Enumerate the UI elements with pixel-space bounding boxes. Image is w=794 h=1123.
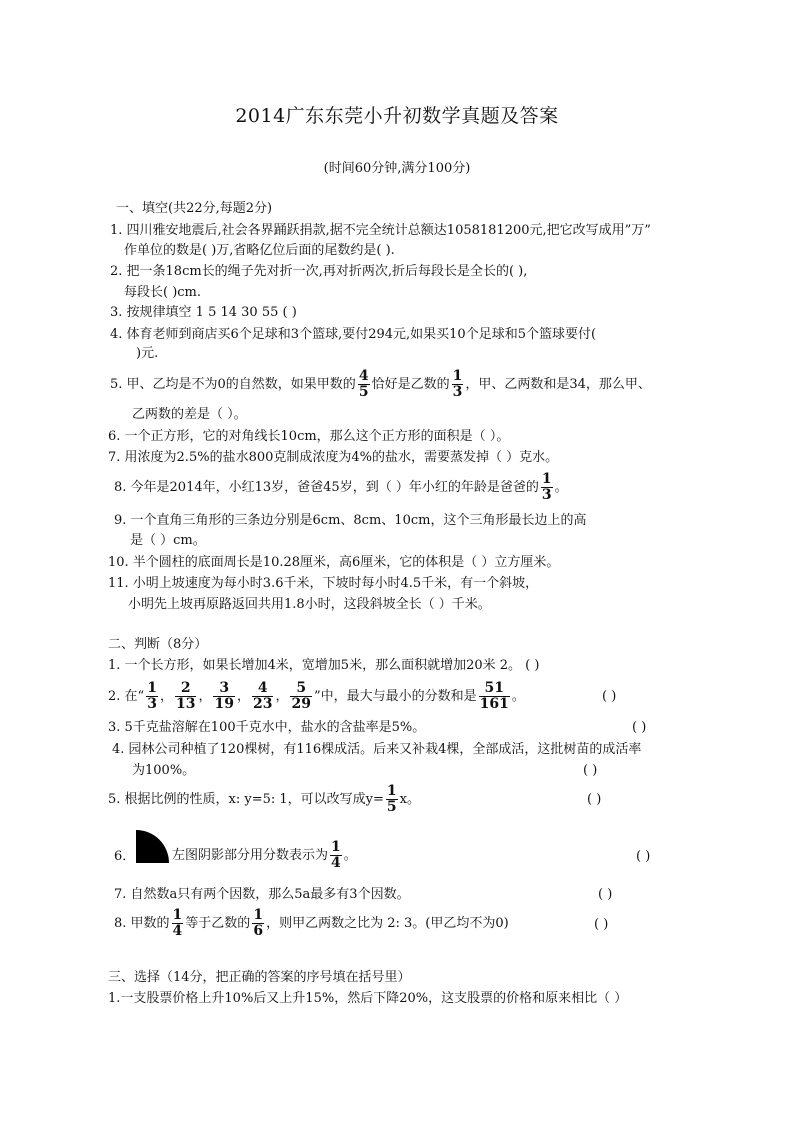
p4-line-2: 为100%。 — [132, 763, 196, 778]
fraction-denominator: 29 — [291, 696, 311, 712]
q9-line-2: 是（ ）cm。 — [130, 533, 206, 548]
q3: 3. 按规律填空 1 5 14 30 55 ( ) — [110, 305, 297, 320]
p5-answer-paren: ( ) — [587, 792, 602, 807]
q5-line-2: 乙两数的差是（ ）。 — [132, 407, 247, 422]
p2-fraction-4 — [252, 681, 273, 712]
page-title: 2014广东东莞小升初数学真题及答案 — [235, 105, 559, 127]
q5-text-post: ，甲、乙两数和是34，那么甲、 — [465, 377, 651, 392]
p8-fraction-2 — [252, 908, 264, 939]
section-1-heading: 一、填空(共22分,每题2分) — [116, 201, 273, 216]
p4-line-1: 4. 园林公司种植了120棵树，有116棵成活。后来又补栽4棵，全部成活，这批树苗的成活率 — [112, 742, 642, 757]
fraction-denominator: 161 — [479, 696, 509, 712]
c1: 1.一支股票价格上升10%后又上升15%，然后下降20%，这支股票的价格和原来相比（ ） — [108, 991, 628, 1006]
p6-text-post: 。 — [343, 848, 357, 863]
section-3-heading: 三、选择（14分，把正确的答案的序号填在括号里） — [108, 970, 411, 985]
p8-text-pre: 8. 甲数的 — [114, 916, 170, 931]
fraction-numerator: 1 — [172, 907, 183, 923]
p2-fraction-1 — [146, 681, 158, 712]
q2-line-2: 每段长( )cm. — [124, 285, 202, 300]
q6: 6. 一个正方形，它的对角线长10cm，那么这个正方形的面积是（ ）。 — [108, 429, 510, 444]
q1-line-2: 作单位的数是( )万,省略亿位后面的尾数约是( ). — [124, 243, 395, 258]
q2-line-1: 2. 把一条18cm长的绳子先对折一次,再对折两次,折后每段长是全长的( ), — [110, 264, 528, 279]
fraction-numerator: 4 — [257, 680, 268, 696]
q5-fraction-1 — [358, 369, 370, 400]
fraction-denominator: 23 — [252, 696, 273, 712]
q5-text-mid: 恰好是乙数的 — [371, 377, 450, 392]
q8 — [114, 472, 568, 504]
p7: 7. 自然数a只有两个因数，那么5a最多有3个因数。 — [114, 887, 410, 902]
fraction-denominator: 3 — [541, 487, 552, 503]
q8-fraction — [541, 472, 553, 503]
p2-answer-paren: ( ) — [602, 689, 617, 704]
fraction-numerator: 1 — [253, 907, 264, 923]
q7: 7. 用浓度为2.5%的盐水800克制成浓度为4%的盐水，需要蒸发掉（ ）克水。 — [108, 450, 559, 465]
p2-text-pre: 2. 在“ — [108, 689, 145, 704]
fraction-numerator: 1 — [541, 471, 552, 487]
p8-answer-paren: ( ) — [594, 917, 609, 932]
p2-text-mid: ”中，最大与最小的分数和是 — [313, 689, 477, 704]
q11-line-1: 11. 小明上坡速度为每小时3.6千米，下坡时每小时4.5千米，有一个斜坡， — [108, 576, 539, 591]
p6-fraction — [330, 840, 342, 871]
p5-fraction — [386, 784, 398, 815]
fraction-numerator: 2 — [180, 680, 191, 696]
q4-line-1: 4. 体育老师到商店买6个足球和3个篮球,要付294元,如果买10个足球和5个篮球要付( — [110, 327, 597, 342]
fraction-numerator: 1 — [331, 839, 341, 855]
p6 — [172, 837, 357, 875]
p2-answer-fraction — [479, 681, 510, 712]
fraction-denominator: 5 — [386, 799, 397, 815]
fraction-denominator: 3 — [147, 696, 157, 712]
p3: 3. 5千克盐溶解在100千克水中，盐水的含盐率是5%。 — [108, 720, 426, 735]
fraction-denominator: 4 — [331, 855, 341, 871]
fraction-numerator: 1 — [147, 680, 157, 696]
p2: 2. 在“ $\frac{1}{3}$ ， $\frac{2}{13}$ ， $\frac{3}{19}$ ， $\frac{4}{23}$ ， $\frac{5}{29}$ ”中，最大与最小的分数和是 $\frac{51}{161}$ 。 — [108, 680, 525, 712]
q9-line-1: 9. 一个直角三角形的三条边分别是6cm、8cm、10cm，这个三角形最长边上的高 — [114, 513, 587, 528]
q4-line-2: )元. — [136, 346, 159, 361]
fraction-numerator: 51 — [484, 680, 504, 696]
fraction-numerator: 1 — [386, 783, 397, 799]
fraction-numerator: 5 — [296, 680, 307, 696]
p8 — [114, 905, 509, 943]
p6-number: 6． — [114, 849, 136, 864]
section-2-heading: 二、判断（8分） — [108, 637, 208, 652]
fraction-denominator: 19 — [214, 696, 234, 712]
fraction-denominator: 4 — [172, 923, 183, 939]
p2-text-post: 。 — [511, 689, 525, 704]
p7-answer-paren: ( ) — [598, 887, 613, 902]
p3-answer-paren: ( ) — [632, 720, 647, 735]
p6-answer-paren: ( ) — [636, 849, 651, 864]
fraction-numerator: 1 — [452, 368, 463, 384]
p4-answer-paren: ( ) — [583, 763, 598, 778]
q8-text-post: 。 — [554, 480, 568, 495]
quarter-circle-shaded-figure — [133, 828, 173, 864]
q11-line-2: 小明先上坡再原路返回共用1.8小时，这段斜坡全长（ ）千米。 — [128, 597, 491, 612]
fraction-denominator: 13 — [175, 696, 196, 712]
p5 — [108, 781, 420, 819]
fraction-denominator: 3 — [452, 384, 463, 400]
q8-text-pre: 8. 今年是2014年，小红13岁，爸爸45岁，到（ ）年小红的年龄是爸爸的 — [114, 480, 539, 495]
q5-fraction-2 — [452, 369, 464, 400]
p2-fraction-2 — [175, 681, 196, 712]
q10: 10. 半个圆柱的底面周长是10.28厘米，高6厘米，它的体积是（ ）立方厘米。 — [108, 555, 560, 570]
p2-fraction-5 — [290, 681, 311, 712]
p5-text-post: x。 — [399, 792, 421, 807]
p1: 1. 一个长方形，如果长增加4米，宽增加5米，那么面积就增加20米 2。 ( ) — [108, 658, 540, 673]
page-subtitle: (时间60分钟,满分100分) — [323, 161, 471, 176]
p8-fraction-1 — [172, 908, 184, 939]
fraction-denominator: 5 — [358, 384, 369, 400]
fraction-numerator: 4 — [358, 368, 369, 384]
p2-fraction-3 — [213, 681, 234, 712]
q1-line-1: 1. 四川雅安地震后,社会各界踊跃捐款,据不完全统计总额达1058181200元,把它改写成用”万” — [110, 223, 651, 238]
p8-text-post: ，则甲乙两数之比为 2: 3。(甲乙均不为0) — [266, 916, 509, 931]
q5-line-1 — [110, 369, 651, 401]
p8-text-mid: 等于乙数的 — [185, 916, 251, 931]
fraction-numerator: 3 — [219, 680, 230, 696]
p6-text: 左图阴影部分用分数表示为 — [172, 848, 329, 863]
p5-text-pre: 5. 根据比例的性质，x: y=5: 1，可以改写成y= — [108, 792, 384, 807]
q5-text-pre: 5. 甲、乙均是不为0的自然数，如果甲数的 — [110, 377, 356, 392]
fraction-denominator: 6 — [253, 923, 264, 939]
